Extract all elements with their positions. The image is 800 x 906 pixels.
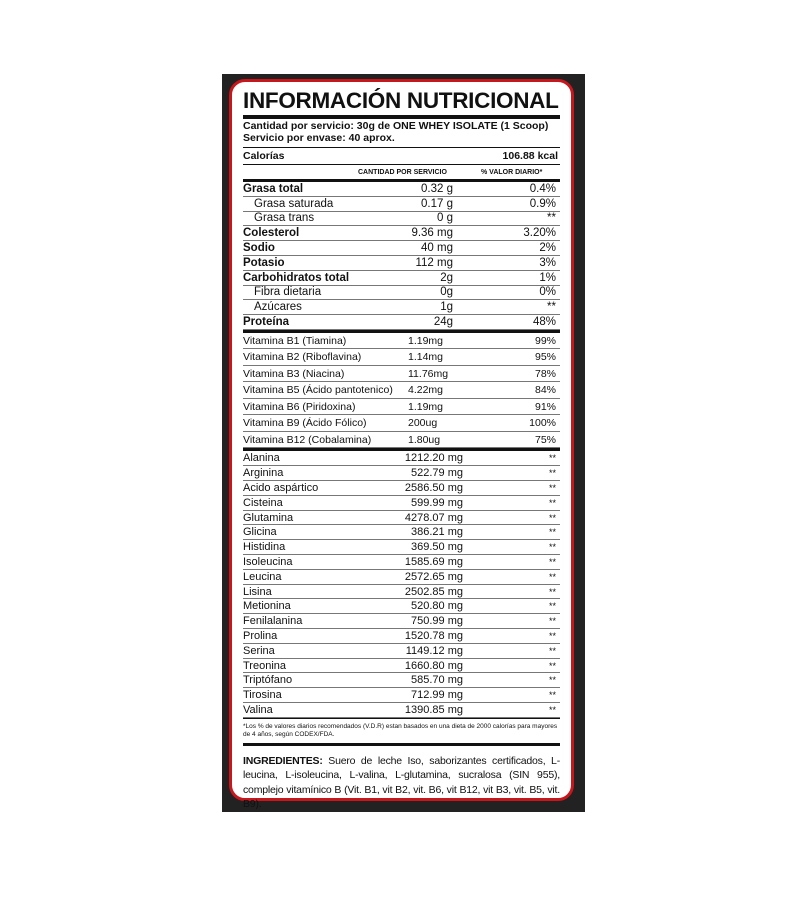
vitamin-dv: 78% [534,367,556,380]
nutrient-name: Grasa total [243,182,304,195]
amino-acid-dv: ** [548,556,556,567]
amino-acid-name: Glicina [243,526,277,539]
amino-acid-amount: 1390.85 mg [404,703,463,716]
amino-acid-name: Tirosina [243,689,282,702]
amino-acid-dv: ** [548,571,556,582]
nutrition-label [229,79,574,811]
footnote: *Los % de valores diarios recomendados (V.D.R) estan basados en una dieta de 2000 calorías para mayores de 4 años, según CODEX/FDA. [243,722,558,738]
amino-acid-amount: 386.21 mg [411,526,463,539]
amino-acid-amount: 2586.50 mg [404,481,463,494]
amino-acid-name: Metionina [243,600,291,613]
vitamin-row [243,382,560,399]
nutrient-amount: 0.32 g [421,182,453,195]
amino-acid-row [243,614,560,629]
vitamin-dv: 95% [534,351,556,364]
nutrient-amount: 24g [433,316,453,329]
nutrient-amount: 0.17 g [421,197,453,210]
amino-acid-name: Acido aspártico [243,481,319,494]
amino-acid-name: Fenilalanina [243,615,303,628]
amino-acid-row [243,673,560,688]
amino-acid-name: Isoleucina [243,555,293,568]
amino-acid-amount: 1212.20 mg [404,452,463,465]
column-header [243,164,560,179]
vitamin-dv: 99% [534,334,556,347]
vitamin-amount: 11.76mg [408,367,449,380]
nutrient-dv: 0.4% [529,182,556,195]
amino-acid-row [243,570,560,585]
amino-acid-row [243,555,560,570]
amino-acid-dv: ** [548,453,556,464]
vitamin-dv: 75% [534,433,556,446]
amino-acid-row [243,703,560,718]
amino-acid-amount: 2502.85 mg [404,585,463,598]
vitamin-name: Vitamina B9 (Ácido Fólico) [243,417,367,430]
amino-acid-dv: ** [548,645,556,656]
vitamin-amount: 1.14mg [408,351,444,364]
amino-acid-row [243,496,560,511]
amino-acid-amount: 522.79 mg [411,467,463,480]
amino-acid-amount: 1149.12 mg [405,644,463,657]
amino-acid-dv: ** [548,616,556,627]
footnote-divider [243,718,560,719]
vitamin-dv: 91% [534,400,556,413]
label-title: INFORMACIÓN NUTRICIONAL [243,88,559,113]
amino-acid-dv: ** [548,527,556,538]
amino-acid-amount: 1520.78 mg [404,629,463,642]
nutrient-dv: 48% [532,316,556,329]
amino-acid-row [243,525,560,540]
amino-acid-name: Leucina [243,570,282,583]
vitamin-name: Vitamina B3 (Niacina) [243,367,345,380]
vitamin-amount: 1.19mg [408,334,444,347]
nutrient-amount: 9.36 mg [411,227,453,240]
amino-acid-amount: 750.99 mg [411,615,463,628]
nutrient-dv: 0.9% [529,197,556,210]
amino-acid-row [243,511,560,526]
vitamin-name: Vitamina B5 (Ácido pantotenico) [243,384,393,397]
nutrient-name: Fibra dietaria [254,286,322,299]
nutrient-row [243,197,560,212]
nutrient-dv: 0% [539,286,556,299]
nutrient-name: Azúcares [254,301,302,314]
amino-acids-table [243,451,560,717]
amino-acid-amount: 369.50 mg [411,541,463,554]
amino-acid-dv: ** [548,586,556,597]
amino-acid-dv: ** [548,630,556,641]
vitamin-amount: 200ug [408,417,438,430]
nutrient-row [243,182,560,197]
nutrient-dv: 2% [539,242,556,255]
amino-acid-name: Treonina [243,659,287,672]
amino-acid-dv: ** [548,704,556,715]
vitamin-row [243,349,560,366]
nutrient-amount: 40 mg [421,242,453,255]
amino-acid-row [243,659,560,674]
amino-acid-name: Cisteina [243,496,283,509]
amino-acid-dv: ** [548,482,556,493]
dv-header: % VALOR DIARIO* [481,168,543,176]
amino-acid-name: Alanina [243,452,280,465]
calories-label: Calorías [243,150,285,162]
vitamin-name: Vitamina B1 (Tiamina) [243,334,347,347]
nutrient-dv: 3.20% [523,227,556,240]
nutrient-amount: 2g [440,271,453,284]
vitamin-amount: 1.80ug [408,433,441,446]
serving-info [243,121,560,144]
nutrient-row [243,212,560,227]
vitamins-table [243,333,560,449]
amino-acid-name: Histidina [243,541,286,554]
amino-acid-amount: 599.99 mg [411,496,463,509]
vitamin-name: Vitamina B12 (Cobalamina) [243,433,372,446]
nutrient-amount: 0g [440,286,453,299]
nutrients-table [243,182,560,330]
nutrient-dv: 1% [539,271,556,284]
nutrient-amount: 112 mg [415,256,453,269]
vitamin-row [243,432,560,449]
nutrient-name: Proteína [243,316,290,329]
amino-acid-name: Glutamina [243,511,294,524]
nutrient-name: Carbohidratos total [243,271,350,284]
amino-acid-row [243,629,560,644]
amino-acid-amount: 4278.07 mg [404,511,463,524]
vitamin-dv: 84% [534,384,556,397]
nutrient-name: Potasio [243,256,285,269]
amino-acid-dv: ** [548,468,556,479]
amino-acid-row [243,644,560,659]
amino-acid-dv: ** [548,497,556,508]
ingredients-text: Suero de leche Iso, saborizantes certificados, L-leucina, L-isoleucina, L-valina, L-glutamina, sucralosa (SIN 955), complejo vitamínico B (Vit. B1, vit B2, vit. B6, vit B12, vit B3, vit. B5, vit. B9). [243,754,560,811]
nutrient-dv: ** [547,301,556,314]
vitamin-amount: 1.19mg [408,400,444,413]
amino-acid-amount: 712.99 mg [411,689,463,702]
vitamin-amount: 4.22mg [408,384,444,397]
amino-acid-name: Triptófano [243,674,293,687]
amino-acid-amount: 520.80 mg [411,600,463,613]
servings-per-container: Servicio por envase: 40 aprox. [243,131,395,144]
amino-acid-row [243,466,560,481]
calories-value: 106.88 kcal [502,150,558,162]
nutrient-amount: 1g [440,301,453,314]
vitamin-row [243,399,560,416]
nutrient-dv: ** [547,212,556,225]
nutrient-amount: 0 g [437,212,453,225]
nutrient-row [243,226,560,241]
amino-acid-row [243,688,560,703]
ingredients-label: INGREDIENTES: [243,754,323,767]
amino-acid-amount: 1585.69 mg [404,555,463,568]
nutrient-row [243,300,560,315]
amino-acid-row [243,451,560,466]
amino-acid-name: Lisina [243,585,272,598]
label-content [243,87,560,812]
ingredients-divider [243,743,560,746]
nutrient-name: Grasa trans [254,212,315,225]
amino-acid-row [243,585,560,600]
nutrient-name: Sodio [243,242,275,255]
amino-acid-amount: 2572.65 mg [404,570,463,583]
amino-acid-dv: ** [548,542,556,553]
serving-size: Cantidad por servicio: 30g de ONE WHEY ISOLATE (1 Scoop) [243,120,549,132]
amino-acid-dv: ** [548,512,556,523]
amino-acid-dv: ** [548,690,556,701]
ingredients [243,754,560,812]
vitamin-row [243,415,560,432]
nutrient-dv: 3% [539,256,556,269]
nutrient-name: Grasa saturada [254,197,334,210]
vitamin-row [243,366,560,383]
title-divider [243,115,560,119]
amino-acid-name: Valina [243,703,273,716]
nutrient-row [243,286,560,301]
amino-acid-dv: ** [548,675,556,686]
vitamin-name: Vitamina B2 (Riboflavina) [243,351,362,364]
nutrient-name: Colesterol [243,227,300,240]
nutrient-row [243,256,560,271]
amino-acid-amount: 1660.80 mg [404,659,463,672]
amino-acid-dv: ** [548,660,556,671]
amino-acid-row [243,599,560,614]
nutrient-row [243,241,560,256]
calories-row [243,147,560,164]
nutrient-row [243,271,560,286]
vitamin-name: Vitamina B6 (Piridoxina) [243,400,356,413]
vitamin-row [243,333,560,350]
amount-header: CANTIDAD POR SERVICIO [358,168,447,176]
amino-acid-name: Serina [243,644,275,657]
nutrient-row [243,315,560,330]
amino-acid-row [243,481,560,496]
amino-acid-row [243,540,560,555]
amino-acid-name: Prolina [243,629,278,642]
amino-acid-dv: ** [548,601,556,612]
amino-acid-amount: 585.70 mg [411,674,463,687]
vitamin-dv: 100% [529,417,556,430]
amino-acid-name: Arginina [243,467,284,480]
